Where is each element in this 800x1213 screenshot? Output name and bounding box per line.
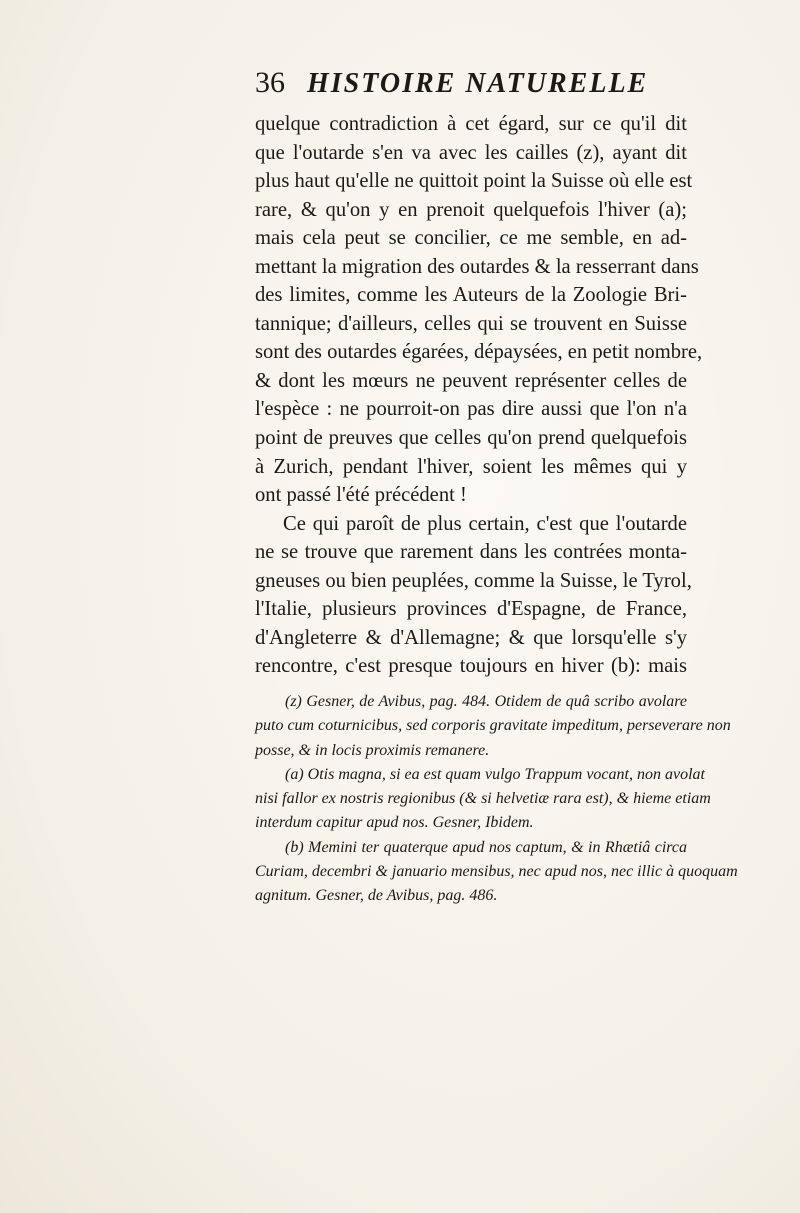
footnote-line: (a) Otis magna, si ea est quam vulgo Trappum vocant, non avolat — [285, 765, 705, 783]
main-text — [255, 110, 703, 681]
footnote-line: (b) Memini ter quaterque apud nos captum, & in Rhætiâ circa — [285, 838, 687, 856]
footnotes — [255, 690, 738, 909]
footnote-a — [255, 763, 711, 836]
paragraph-2 — [255, 510, 692, 681]
text-line: ne se trouve que rarement dans les contrées monta- — [255, 541, 687, 564]
page-number: 36 — [255, 66, 285, 99]
text-line: plus haut qu'elle ne quittoit point la Suisse où elle est — [255, 170, 693, 193]
footnote-line: interdum capitur apud nos. Gesner, Ibidem. — [255, 814, 534, 832]
text-line: d'Angleterre & d'Allemagne; & que lorsqu'elle s'y — [255, 626, 687, 649]
footnote-line: (z) Gesner, de Avibus, pag. 484. Otidem de quâ scribo avolare — [285, 693, 687, 710]
text-line: & dont les mœurs ne peuvent représenter celles de — [255, 369, 687, 392]
text-line: à Zurich, pendant l'hiver, soient les mêmes qui y — [255, 455, 687, 478]
text-line: rare, & qu'on y en prenoit quelquefois l'hiver (a); — [255, 198, 687, 221]
footnote-line: posse, & in locis proximis remanere. — [255, 741, 490, 759]
text-line: tannique; d'ailleurs, celles qui se trouvent en Suisse — [255, 312, 687, 335]
footnote-line: agnitum. Gesner, de Avibus, pag. 486. — [255, 887, 498, 905]
text-line: Ce qui paroît de plus certain, c'est que l'outarde — [283, 512, 687, 535]
paragraph-1 — [255, 110, 703, 510]
footnote-line: Curiam, decembri & januario mensibus, nec apud nos, nec illic à quoquam — [255, 863, 738, 881]
footnote-z — [255, 690, 731, 763]
text-line: mais cela peut se concilier, ce me semble, en ad- — [255, 227, 687, 250]
running-title: HISTOIRE NATURELLE — [307, 68, 649, 99]
text-line: gneuses ou bien peuplées, comme la Suisse, le Tyrol, — [255, 569, 692, 592]
text-line: que l'outarde s'en va avec les cailles (z), ayant dit — [255, 141, 687, 164]
text-line: mettant la migration des outardes & la resserrant dans — [255, 255, 699, 278]
text-line: quelque contradiction à cet égard, sur ce qu'il dit — [255, 113, 687, 135]
text-line: rencontre, c'est presque toujours en hiver (b): mais — [255, 655, 687, 678]
footnote-b — [255, 836, 738, 909]
text-line: l'Italie, plusieurs provinces d'Espagne, de France, — [255, 598, 687, 621]
text-line: sont des outardes égarées, dépaysées, en petit nombre, — [255, 341, 703, 364]
text-line: ont passé l'été précédent ! — [255, 484, 467, 507]
text-line: point de preuves que celles qu'on prend quelquefois — [255, 427, 687, 450]
text-line: des limites, comme les Auteurs de la Zoologie Bri- — [255, 284, 687, 307]
text-line: l'espèce : ne pourroit-on pas dire aussi que l'on n'a — [255, 398, 687, 421]
footnote-line: puto cum coturnicibus, sed corporis gravitate impeditum, perseverare non — [255, 717, 731, 735]
page-header — [255, 66, 685, 106]
footnote-line: nisi fallor ex nostris regionibus (& si helvetiæ rara est), & hieme etiam — [255, 790, 711, 808]
